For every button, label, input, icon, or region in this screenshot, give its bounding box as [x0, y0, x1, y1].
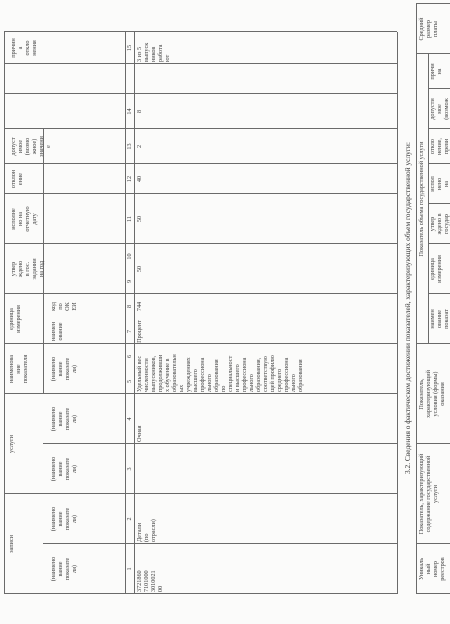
col-number: 2	[126, 517, 133, 521]
subheader-col4: (наимено вание показате ля)	[50, 406, 78, 432]
col-number: 14	[126, 108, 133, 115]
col-number: 15	[126, 44, 133, 52]
table-line	[397, 32, 398, 594]
subheader-col2: (наимено вание показате ля)	[50, 506, 78, 532]
col-number: 4	[126, 417, 133, 421]
table-line	[4, 32, 5, 594]
subheader-col5: (наимено вание показате ля)	[50, 556, 78, 582]
cell-executed: 50	[136, 215, 143, 223]
subheader-unit-name: наимен ование	[50, 321, 64, 342]
cell-unit-code: 744	[136, 301, 143, 312]
col-number: 7	[126, 329, 133, 334]
col-number: 3	[126, 467, 133, 471]
cell-allowed: 8	[136, 109, 143, 114]
bottom-volume-group: Показатель объема государственной услуги	[418, 141, 425, 257]
cell-executed-2: 40	[136, 175, 143, 183]
bottom-executed: испол нено на	[429, 176, 450, 192]
header-record: записи	[8, 535, 15, 553]
header-reason: причин а откло нения	[10, 38, 38, 58]
bottom-average-fee: Средний размер платы	[418, 17, 439, 41]
col-number: 13	[126, 143, 133, 150]
bottom-reason: причи на	[429, 63, 443, 80]
table-line	[4, 93, 397, 94]
col-number: 1	[126, 567, 133, 571]
col-number: 11	[126, 216, 133, 222]
header-unit: единица измерения	[8, 305, 22, 333]
cell-indicator-name: Удельный вес численности выпускников, продолживши х обучение в образовательн ых учреждениях высшего профессиона льного образования по специальност и высшего профессиона льного образования, соответствую щей профилю среднего профессиона льного образования	[136, 354, 304, 392]
subheader-col6: (наимено вание показате ля)	[50, 356, 78, 382]
header-indicator-name: наименова ние показателя	[8, 354, 29, 384]
col-number: 12	[126, 175, 133, 183]
col-number: 10	[126, 253, 133, 260]
table-line	[416, 4, 417, 594]
header-approved: утвер ждено в гос. задании на год	[10, 258, 45, 280]
table-line	[134, 32, 135, 594]
bottom-conditions-group: Показатель, характеризующий условия (формы) оказания	[418, 370, 446, 418]
bottom-deviation: откло нение, преви	[429, 138, 450, 155]
section-caption: 3.2. Сведения о фактическом достижении показателей, характеризующих объем государственной услуги:	[403, 142, 412, 474]
subheader-unit-code: код по ОК ЕИ	[50, 302, 78, 311]
col-number: 6	[126, 354, 133, 359]
bottom-unit: единица измерения	[429, 255, 443, 283]
cell-unit-name: Процент	[136, 320, 143, 343]
header-deviation: отклон ение	[10, 169, 24, 189]
cell-record-number: 3721860 7101000 3010021 00	[136, 570, 164, 592]
bottom-content-group: Показатель, характеризующий содержание государственной услуги	[418, 453, 439, 535]
header-executed: исполне но на отчетную дату	[10, 206, 38, 232]
cell-deviation: 2	[136, 144, 143, 149]
subheader-col3: (наимено вание показате ля)	[50, 456, 78, 482]
bottom-indicator-name: наимен ование показат	[429, 309, 450, 329]
bottom-approved: утвер ждено в государ	[429, 213, 450, 235]
cell-reason: 3 из 5 выпуск ников работа ют	[136, 42, 171, 62]
cell-service-1: Детали (по отрасли)	[136, 519, 157, 542]
header-allowed-deviation: допуст имое (возмо жное) значени е	[10, 136, 52, 157]
header-services: услуги	[8, 435, 15, 453]
bottom-allowed: допусти мое (возмож	[429, 98, 450, 120]
cell-approved: 50	[136, 265, 143, 273]
cell-service-4: Очная	[136, 425, 143, 442]
col-number: 9	[126, 279, 133, 284]
bottom-unique-number: Уникаль ный номер реестров	[418, 557, 446, 581]
col-number: 8	[126, 304, 133, 309]
col-number: 5	[126, 379, 133, 384]
